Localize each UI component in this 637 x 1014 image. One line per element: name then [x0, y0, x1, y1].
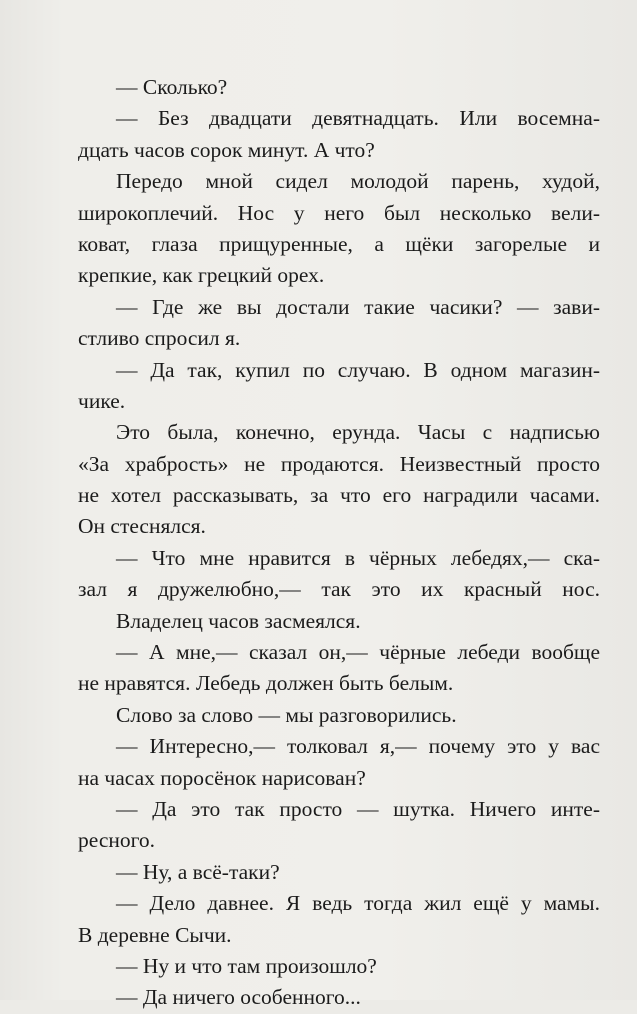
text-line: на часах поросёнок нарисован?	[78, 765, 366, 790]
text-line: широкоплечий. Нос у него был несколько вели-	[78, 200, 600, 225]
text-line: — Да ничего особенного...	[116, 985, 361, 1010]
text-line: — Без двадцати девятнадцать. Или восемна-	[116, 106, 600, 131]
text-line: стливо спросил я.	[78, 326, 241, 351]
text-line: — Сколько?	[116, 75, 228, 99]
text-line: ресного.	[78, 828, 156, 853]
text-line: коват, глаза прищуренные, а щёки загорелые и	[78, 231, 600, 256]
text-line: зал я дружелюбно,— так это их красный нос.	[78, 577, 600, 602]
text-line: «За храбрость» не продаются. Неизвестный просто	[78, 451, 600, 476]
text-line: дцать часов сорок минут. А что?	[78, 137, 375, 162]
text-line: не хотел рассказывать, за что его наградили часами.	[78, 483, 600, 508]
text-line: Это была, конечно, ерунда. Часы с надписью	[116, 420, 600, 445]
text-line: — Ну, а всё-таки?	[116, 859, 280, 884]
page-text	[78, 72, 600, 1014]
text-line: — Дело давнее. Я ведь тогда жил ещё у мамы.	[116, 891, 600, 916]
text-line: крепкие, как грецкий орех.	[78, 263, 325, 288]
text-line: чике.	[78, 388, 126, 413]
text-line: Передо мной сидел молодой парень, худой,	[116, 169, 600, 194]
text-line: Он стеснялся.	[78, 514, 206, 539]
text-line: — Где же вы достали такие часики? — зави-	[116, 294, 600, 319]
text-line: — Что мне нравится в чёрных лебедях,— ска-	[116, 545, 600, 570]
text-line: — Ну и что там произошло?	[116, 953, 377, 978]
text-line: не нравятся. Лебедь должен быть белым.	[78, 671, 454, 696]
text-line: — А мне,— сказал он,— чёрные лебеди вообще	[116, 640, 600, 665]
text-line: — Интересно,— толковал я,— почему это у вас	[116, 734, 600, 759]
text-line: В деревне Сычи.	[78, 922, 232, 947]
text-line: — Да так, купил по случаю. В одном магазин-	[116, 357, 600, 382]
text-line: — Да это так просто — шутка. Ничего инте-	[116, 796, 600, 821]
text-line: Владелец часов засмеялся.	[116, 608, 361, 633]
text-line: Слово за слово — мы разговорились.	[116, 702, 457, 727]
